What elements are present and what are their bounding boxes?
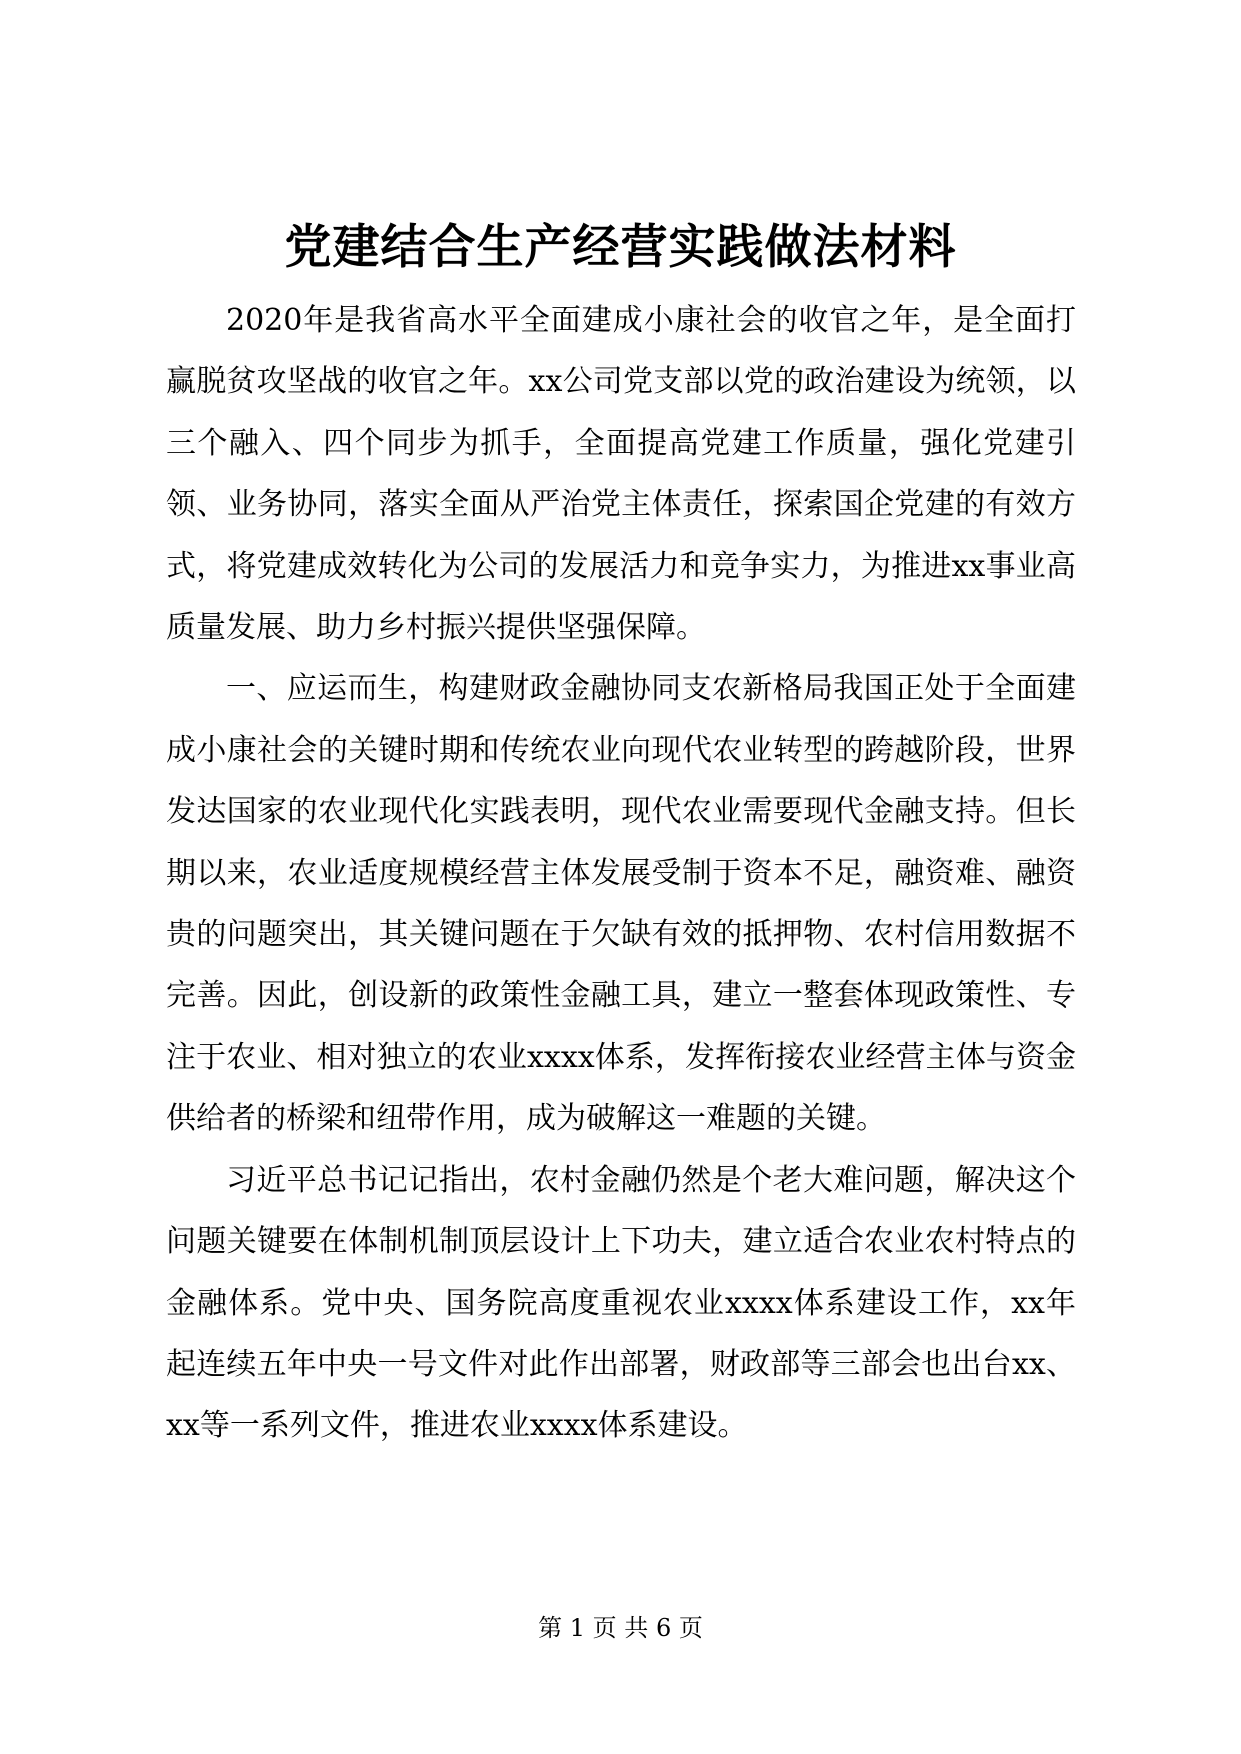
paragraph-section-one: 一、应运而生，构建财政金融协同支农新格局我国正处于全面建成小康社会的关键时期和传统农业向现代农业转型的跨越阶段，世界发达国家的农业现代化实践表明，现代农业需要现代金融支持。但长期以来，农业适度规模经营主体发展受制于资本不足，融资难、融资贵的问题突出，其关键问题在于欠缺有效的抵押物、农村信用数据不完善。因此，创设新的政策性金融工具，建立一整套体现政策性、专注于农业、相对独立的农业xxxx体系，发挥衔接农业经营主体与资金供给者的桥梁和纽带作用，成为破解这一难题的关键。 <box>166 671 1076 1137</box>
document-title: 党建结合生产经营实践做法材料 <box>284 220 957 275</box>
document-body <box>166 290 1076 1457</box>
paragraph-intro: 2020年是我省高水平全面建成小康社会的收官之年，是全面打赢脱贫攻坚战的收官之年。xx公司党支部以党的政治建设为统领，以三个融入、四个同步为抓手，全面提高党建工作质量，强化党建引领、业务协同，落实全面从严治党主体责任，探索国企党建的有效方式，将党建成效转化为公司的发展活力和竞争实力，为推进xx事业高质量发展、助力乡村振兴提供坚强保障。 <box>166 303 1076 646</box>
page-number-footer: 第 1 页 共 6 页 <box>538 1614 703 1642</box>
paragraph-xi-quote: 习近平总书记记指出，农村金融仍然是个老大难问题，解决这个问题关键要在体制机制顶层设计上下功夫，建立适合农业农村特点的金融体系。党中央、国务院高度重视农业xxxx体系建设工作，xx年起连续五年中央一号文件对此作出部署，财政部等三部会也出台xx、xx等一系列文件，推进农业xxxx体系建设。 <box>166 1162 1076 1444</box>
